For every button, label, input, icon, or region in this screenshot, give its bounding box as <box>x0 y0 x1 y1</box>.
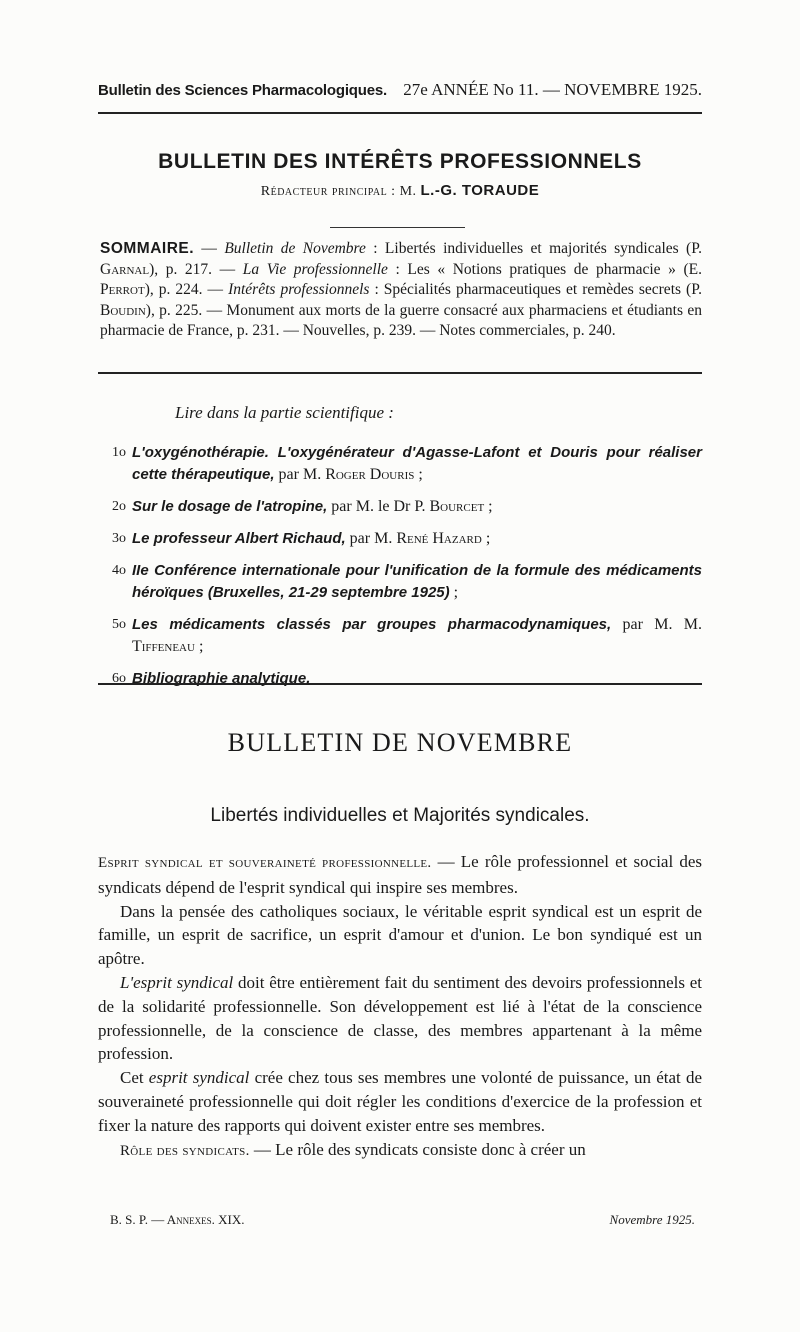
item-end: ; <box>194 638 204 655</box>
paragraph-lead: L'esprit syndical <box>120 972 234 992</box>
item-by: par M. M. <box>611 616 702 633</box>
summary-item-title: Intérêts professionnels <box>228 281 370 298</box>
header-rule <box>98 112 702 114</box>
summary-text: ), p. 225. — Monument aux morts de la guerre consacré aux pharmaciens et étudiants en pharmacie de France, p. 231. — Nouvelles, p. 239. — Notes commerciales, p. 240. <box>100 301 702 339</box>
paragraph <box>98 971 702 1066</box>
journal-title: Bulletin des Sciences Pharmacologiques. <box>98 82 387 99</box>
item-by: par M. <box>274 466 326 483</box>
paragraph-text: doit être entièrement fait du sentiment des devoirs professionnels et de la solidarité professionnelle. Son développement est lié à l'état de la conscience professionnelle, de la conscience de classe, des membres appartenant à la même profession. <box>98 972 702 1064</box>
section-rule <box>98 683 702 685</box>
paragraph <box>98 850 702 900</box>
item-title: Sur le dosage de l'atropine, <box>132 498 328 515</box>
paragraph-text: crée chez tous ses membres une volonté de puissance, un état de souveraineté professionnelle qui doit régler les conditions d'exercice de la profession et fixer la nature des rapports qui doivent exister entre ses membres. <box>98 1068 702 1135</box>
summary-text: : Libertés individuelles et majorités syndicales (P. <box>365 240 702 257</box>
summary-text: : Les « Notions pratiques de pharmacie » (E. <box>387 260 702 278</box>
list-item <box>112 496 702 518</box>
article-body <box>98 850 702 1163</box>
list-item <box>112 528 702 550</box>
running-header <box>98 80 702 100</box>
item-author: René Hazard <box>396 530 482 547</box>
list-item <box>112 560 702 604</box>
item-end: ; <box>449 584 459 601</box>
summary-author: Boudin <box>100 301 146 319</box>
summary-text: ), p. 224. — <box>144 281 229 298</box>
editor-line <box>0 182 800 200</box>
summary-text: ), p. 217. — <box>149 260 243 278</box>
section-rule <box>98 372 702 374</box>
page-footer <box>110 1212 695 1228</box>
item-by: par M. <box>345 530 397 547</box>
editor-label: Rédacteur principal : M. <box>260 184 421 199</box>
editor-name: L.-G. TORAUDE <box>420 182 540 199</box>
item-title: L'oxygénothérapie. L'oxygénérateur d'Agasse-Lafont et Douris pour réaliser cette thérapeutique, <box>132 444 702 483</box>
paragraph-text: — Le rôle professionnel et social des syndicats dépend de l'esprit syndical qui inspire ses membres. <box>98 852 702 897</box>
item-author: Bourcet <box>429 498 485 515</box>
item-by: par M. le Dr P. <box>327 498 430 515</box>
paragraph-lead: Esprit syndical et souveraineté professionnelle. <box>98 855 432 871</box>
paragraph: Dans la pensée des catholiques sociaux, le véritable esprit syndical est un esprit de famille, un esprit de sacrifice, un esprit d'amour et d'union. Le bon syndiqué est un apôtre. <box>98 901 702 969</box>
paragraph <box>98 1066 702 1137</box>
paragraph-text: Cet <box>120 1068 149 1088</box>
paragraph <box>98 1138 702 1164</box>
item-number: 4o <box>112 563 126 578</box>
item-title: Bibliographie analytique. <box>132 670 311 687</box>
scientific-part-heading: Lire dans la partie scientifique : <box>175 403 394 422</box>
item-title: IIe Conférence internationale pour l'unification de la formule des médicaments héroïques (Bruxelles, 21-29 septembre 1925) <box>132 562 702 601</box>
item-end: ; <box>484 498 493 515</box>
section-title: BULLETIN DES INTÉRÊTS PROFESSIONNELS <box>158 150 642 173</box>
item-end: ; <box>414 466 423 483</box>
item-author: Tiffeneau <box>132 638 195 655</box>
summary-label: SOMMAIRE. <box>100 240 195 257</box>
issue-line: 27e ANNÉE No 11. — NOVEMBRE 1925. <box>403 80 702 99</box>
summary-author: Perrot <box>100 281 145 298</box>
item-number: 2o <box>112 499 126 514</box>
paragraph-text: — Le rôle des syndicats consiste donc à créer un <box>249 1139 586 1159</box>
footer-signature: B. S. P. — Annexes. XIX. <box>110 1212 245 1227</box>
summary-item-title: Bulletin de Novembre <box>224 240 366 257</box>
summary-block <box>100 239 702 342</box>
summary-author: Garnal <box>100 260 150 278</box>
article-title: Libertés individuelles et Majorités syndicales. <box>210 805 590 826</box>
paragraph-lead: Rôle des syndicats. <box>120 1142 250 1159</box>
item-number: 6o <box>112 671 126 686</box>
summary-item-title: La Vie professionnelle <box>242 260 388 278</box>
item-title: Le professeur Albert Richaud, <box>132 530 346 547</box>
paragraph-emphasis: esprit syndical <box>148 1068 250 1088</box>
list-item <box>112 668 702 690</box>
item-end: ; <box>481 530 491 547</box>
bulletin-title: BULLETIN DE NOVEMBRE <box>227 728 573 757</box>
item-author: Roger Douris <box>325 466 415 483</box>
item-number: 3o <box>112 531 126 546</box>
item-number: 5o <box>112 617 126 632</box>
summary-text: — <box>194 240 225 257</box>
scientific-contents-list <box>112 442 702 700</box>
summary-text: : Spécialités pharmaceutiques et remèdes secrets (P. <box>369 281 702 298</box>
list-item <box>112 442 702 486</box>
item-title: Les médicaments classés par groupes pharmacodynamiques, <box>132 616 612 633</box>
list-item <box>112 614 702 658</box>
short-divider <box>330 227 465 228</box>
item-number: 1o <box>112 445 126 460</box>
footer-date: Novembre 1925. <box>609 1212 695 1227</box>
